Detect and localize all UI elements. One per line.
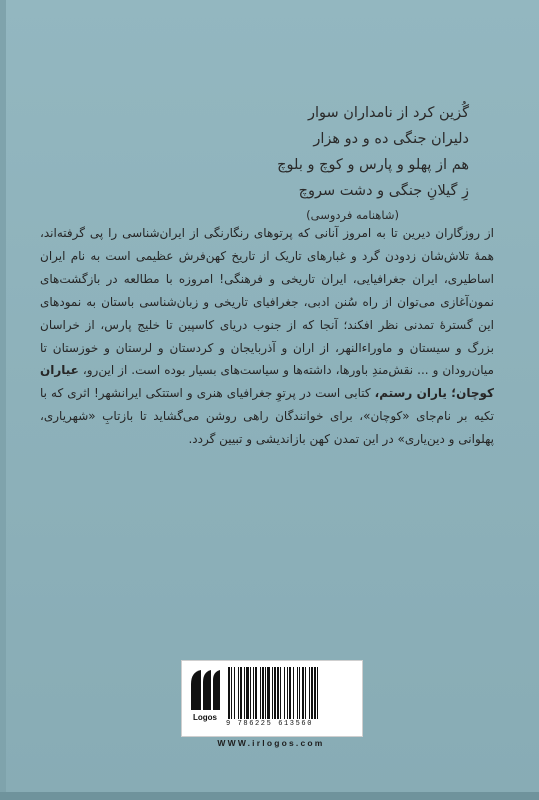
body-line: نقش‌مندِ باورها، داشته‌ها و سیاست‌های بسیار بوده است. از این‌رو، [82,363,414,378]
barcode-bar [267,667,270,719]
body-line: می‌توان از راه سُنن ادبی، جغرافیای تاریخی و زبان‌شناسی باستان به [86,294,436,309]
barcode-bar [240,667,242,719]
barcode-bar [274,667,276,719]
barcode-bar [250,667,251,719]
barcode-bar [255,667,257,719]
barcode [226,667,356,719]
barcode-bar [246,667,249,719]
body-line: نمودهای این گسترهٔ تمدنی نظر افکند؛ آنجا که از جنوب دریای [40,294,494,332]
book-title-bold: عیاران کوچان؛ یاران رستم، [40,363,495,401]
barcode-bar [272,667,273,719]
poem-line: دلیران جنگی ده و دو هزار [313,131,469,147]
spine-edge [0,0,6,800]
barcode-bar [228,667,230,719]
body-line: تاریخ کهن‌فرش عظیمی است به نام ایران اساطیری، ایران جغرافیایی، [40,248,494,286]
barcode-digits: 9 786225 613560 [226,720,314,728]
barcode-bar [309,667,310,719]
barcode-bar [317,667,318,719]
body-line: دین‌یاری» در این تمدن کهن بازاندیشی و تبیین گردد. [188,432,445,447]
barcode-bar [299,667,300,719]
barcode-bar [231,667,232,719]
poem-line: هم از پهلو و پارس و کوچ و بلوچ [277,157,469,173]
barcode-bar [297,667,298,719]
barcode-bar [234,667,235,719]
barcode-bar [253,667,254,719]
barcode-bar [289,667,291,719]
barcode-bar [265,667,266,719]
barcode-bar [284,667,285,719]
publisher-website: WWW.irlogos.com [217,738,325,748]
body-line: کتابی است در پرتوِ جغرافیای هنری و [186,386,375,401]
barcode-bar [302,667,304,719]
barcode-bar [287,667,288,719]
publisher-logo-icon [187,666,223,714]
body-line: خوانندگان راهی روشن می‌گشاید تا بازتابِ «شهریاری، پهلوانی و [40,409,494,447]
description-paragraph [40,222,494,451]
barcode-bar [262,667,264,719]
barcode-bar [311,667,313,719]
body-line: کاسپین تا خلیج پارس، از خراسان بزرگ و سیستان و ماوراءالنهر، از [40,317,495,355]
poem-line: زِ گیلانِ جنگی و دشت سروچ [298,183,469,199]
barcode-bar [293,667,294,719]
poem-source: (شاهنامه فردوسی) [306,208,399,222]
barcode-bar [238,667,239,719]
barcode-bar [277,667,279,719]
barcode-panel [181,660,363,737]
body-line: از روزگاران دیرین تا به امروز آنانی که پرتوهای رنگارنگی از ایران‌شناسی [122,226,494,240]
body-line: ایران تاریخی و فرهنگی! امروزه با مطالعه در بازگشت‌های نمون‌آغازی [40,271,494,309]
barcode-bar [244,667,245,719]
body-line: اران و آذربایجان و کردستان و لرستان و خوزستان تا میان‌رودان و ... [40,340,494,378]
body-line: را پی گرفته‌اند، همهٔ تلاش‌شان زدودن گرد و غبارهای تاریک از [40,226,494,263]
poem-block [169,100,469,226]
barcode-bar [314,667,316,719]
barcode-bar [305,667,306,719]
barcode-bar [280,667,281,719]
publisher-logo-label: Logos [193,713,217,722]
poem-line: گُزین کرد از نامداران سوار [307,105,469,121]
body-line: استتکی ایرانشهر! اثری که با تکیه بر نام‌جای «کوچان»، برای [40,386,494,424]
bottom-edge [0,792,539,800]
barcode-bar [260,667,261,719]
